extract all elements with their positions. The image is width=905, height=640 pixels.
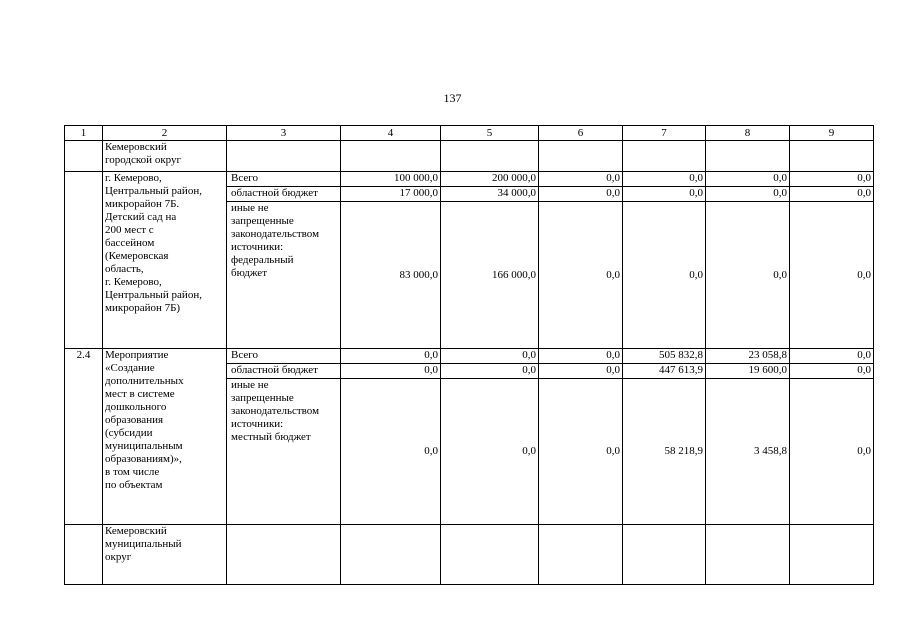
header-cell: 8 bbox=[706, 126, 790, 141]
section-title: Кемеровский муниципальный округ bbox=[103, 525, 227, 585]
value-cell: 34 000,0 bbox=[441, 187, 539, 202]
source-cell: областной бюджет bbox=[227, 364, 341, 379]
value-cell: 0,0 bbox=[441, 349, 539, 364]
value-cell: 0,0 bbox=[341, 364, 441, 379]
value-cell: 3 458,8 bbox=[706, 379, 790, 525]
measure-number: 2.4 bbox=[65, 349, 103, 525]
table-row bbox=[65, 172, 874, 187]
value-cell: 19 600,0 bbox=[706, 364, 790, 379]
header-cell: 5 bbox=[441, 126, 539, 141]
source-cell: Всего bbox=[227, 349, 341, 364]
value-cell: 0,0 bbox=[539, 364, 623, 379]
object-name: г. Кемерово, Центральный район, микрорайон 7Б. Детский сад на 200 мест с бассейном (Кемеровская область, г. Кемерово, Центральный район, микрорайон 7Б) bbox=[103, 172, 227, 349]
measure-name: Мероприятие «Создание дополнительных мест в системе дошкольного образования (субсидии муниципальным образованиям)», в том числе по объектам bbox=[103, 349, 227, 525]
value-cell: 23 058,8 bbox=[706, 349, 790, 364]
table-row bbox=[65, 349, 874, 364]
value-cell: 0,0 bbox=[341, 379, 441, 525]
value-cell: 0,0 bbox=[539, 379, 623, 525]
value-cell: 0,0 bbox=[341, 349, 441, 364]
value-cell: 0,0 bbox=[790, 349, 874, 364]
value-cell: 0,0 bbox=[790, 364, 874, 379]
value-cell: 0,0 bbox=[790, 172, 874, 187]
section-row bbox=[65, 141, 874, 172]
header-cell: 9 bbox=[790, 126, 874, 141]
value-cell: 58 218,9 bbox=[623, 379, 706, 525]
header-cell: 2 bbox=[103, 126, 227, 141]
header-cell: 6 bbox=[539, 126, 623, 141]
value-cell: 0,0 bbox=[539, 172, 623, 187]
value-cell: 0,0 bbox=[706, 187, 790, 202]
header-cell: 7 bbox=[623, 126, 706, 141]
source-cell: иные не запрещенные законодательством источники: федеральный бюджет bbox=[227, 202, 341, 349]
source-cell: областной бюджет bbox=[227, 187, 341, 202]
value-cell: 0,0 bbox=[790, 379, 874, 525]
header-row bbox=[65, 126, 874, 141]
source-cell: Всего bbox=[227, 172, 341, 187]
value-cell: 100 000,0 bbox=[341, 172, 441, 187]
value-cell: 0,0 bbox=[623, 187, 706, 202]
section-row bbox=[65, 525, 874, 585]
budget-table bbox=[64, 125, 874, 585]
header-cell: 1 bbox=[65, 126, 103, 141]
value-cell: 447 613,9 bbox=[623, 364, 706, 379]
value-cell: 0,0 bbox=[790, 187, 874, 202]
value-cell: 0,0 bbox=[441, 364, 539, 379]
value-cell: 17 000,0 bbox=[341, 187, 441, 202]
value-cell: 0,0 bbox=[441, 379, 539, 525]
header-cell: 4 bbox=[341, 126, 441, 141]
value-cell: 0,0 bbox=[623, 172, 706, 187]
value-cell: 0,0 bbox=[539, 187, 623, 202]
value-cell: 0,0 bbox=[706, 202, 790, 349]
page-number: 137 bbox=[443, 91, 462, 105]
header-cell: 3 bbox=[227, 126, 341, 141]
value-cell: 166 000,0 bbox=[441, 202, 539, 349]
value-cell: 505 832,8 bbox=[623, 349, 706, 364]
section-title: Кемеровский городской округ bbox=[103, 141, 227, 172]
value-cell: 0,0 bbox=[539, 349, 623, 364]
value-cell: 0,0 bbox=[539, 202, 623, 349]
value-cell: 0,0 bbox=[623, 202, 706, 349]
value-cell: 200 000,0 bbox=[441, 172, 539, 187]
value-cell: 0,0 bbox=[706, 172, 790, 187]
source-cell: иные не запрещенные законодательством источники: местный бюджет bbox=[227, 379, 341, 525]
value-cell: 83 000,0 bbox=[341, 202, 441, 349]
value-cell: 0,0 bbox=[790, 202, 874, 349]
